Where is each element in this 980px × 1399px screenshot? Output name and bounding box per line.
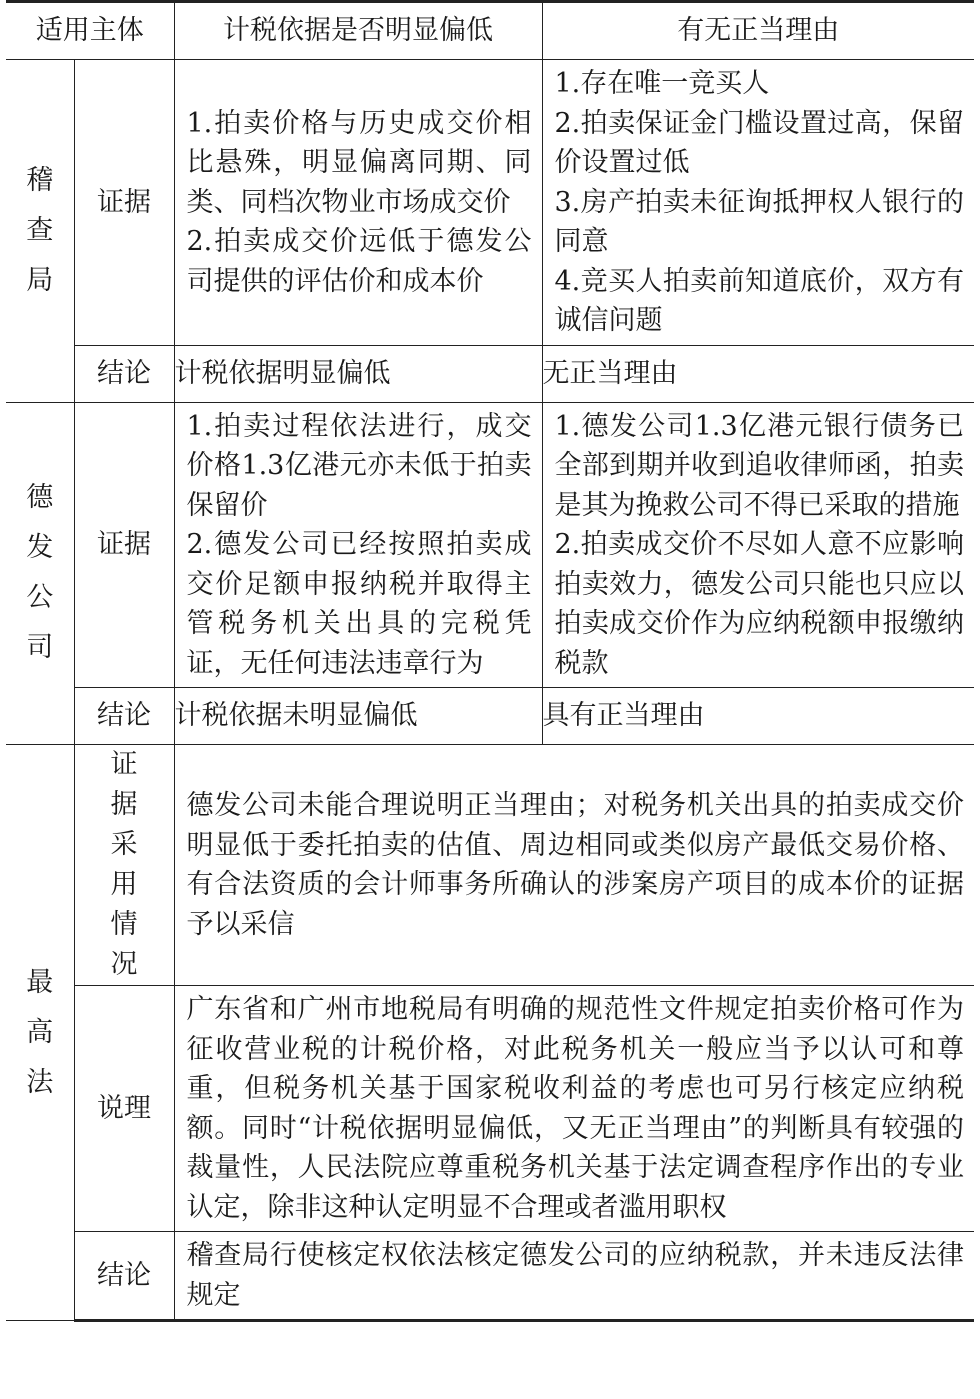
defa-basis-conclusion: 计税依据未明显偏低 [174,688,542,745]
defa-reason-conclusion: 具有正当理由 [542,688,974,745]
inspection-evidence-label: 证据 [74,60,174,346]
defa-evidence-row [6,402,974,688]
defa-basis-item: 1.拍卖过程依法进行，成交价格1.3亿港元亦未低于拍卖保留价 [186,410,532,521]
defa-reason-evidence [542,402,974,688]
header-reason: 有无正当理由 [542,2,974,60]
inspection-reason-item: 2.拍卖保证金门槛设置过高，保留价设置过低 [554,107,964,178]
supreme-conclusion [174,1232,974,1321]
supreme-reasoning-label: 说理 [74,986,174,1232]
header-entity: 适用主体 [6,2,174,60]
entity-inspection [6,60,74,403]
defa-basis-item: 2.德发公司已经按照拍卖成交价足额申报纳税并取得主管税务机关出具的完税凭证，无任何违法违章行为 [186,529,532,679]
entity-inspection-label: 稽查局 [26,164,54,296]
defa-conclusion-row [6,688,974,745]
entity-supreme-label: 最高法 [26,966,54,1098]
inspection-reason-conclusion: 无正当理由 [542,345,974,402]
header-basis: 计税依据是否明显偏低 [174,2,542,60]
supreme-adoption-text: 德发公司未能合理说明正当理由；对税务机关出具的拍卖成交价明显低于委托拍卖的估值、周边相同或类似房产最低交易价格、有合法资质的会计师事务所确认的涉案房产项目的成本价的证据予以采信 [186,790,964,940]
defa-reason-item: 2.拍卖成交价不尽如人意不应影响拍卖效力，德发公司只能也只应以拍卖成交价作为应纳税额申报缴纳税款 [554,529,964,679]
supreme-conclusion-text: 稽查局行使核定权依法核定德发公司的应纳税款，并未违反法律规定 [186,1240,964,1311]
supreme-reasoning-text: 广东省和广州市地税局有明确的规范性文件规定拍卖价格可作为征收营业税的计税价格，对此税务机关一般应当予以认可和尊重，但税务机关基于国家税收利益的考虑也可另行核定应纳税额。同时“计税依据明显偏低，又无正当理由”的判断具有较强的裁量性，人民法院应尊重税务机关基于法定调查程序作出的专业认定，除非这种认定明显不合理或者滥用职权 [186,994,964,1223]
inspection-basis-item: 1.拍卖价格与历史成交价相比悬殊，明显偏离同期、同类、同档次物业市场成交价 [186,107,532,218]
supreme-adoption-label: 证据采用情况 [110,749,138,980]
supreme-reasoning [174,986,974,1232]
inspection-reason-item: 4.竞买人拍卖前知道底价，双方有诚信问题 [554,265,964,336]
supreme-conclusion-row [6,1232,974,1321]
defa-evidence-label: 证据 [74,402,174,688]
supreme-adoption [174,745,974,986]
entity-defa [6,402,74,745]
supreme-adoption-row [6,745,974,986]
comparison-table [6,0,974,1322]
defa-basis-evidence [174,402,542,688]
inspection-basis-conclusion: 计税依据明显偏低 [174,345,542,402]
header-row [6,2,974,60]
inspection-reason-item: 3.房产拍卖未征询抵押权人银行的同意 [554,186,964,257]
entity-defa-label: 德发公司 [26,482,54,664]
inspection-reason-item: 1.存在唯一竞买人 [554,68,770,99]
inspection-basis-evidence [174,60,542,346]
inspection-evidence-row [6,60,974,346]
supreme-reasoning-row [6,986,974,1232]
inspection-reason-evidence [542,60,974,346]
inspection-conclusion-row [6,345,974,402]
defa-conclusion-label: 结论 [74,688,174,745]
supreme-adoption-label-cell [74,745,174,986]
inspection-basis-item: 2.拍卖成交价远低于德发公司提供的评估价和成本价 [186,226,532,297]
supreme-conclusion-label: 结论 [74,1232,174,1321]
entity-supreme [6,745,74,1321]
defa-reason-item: 1.德发公司1.3亿港元银行债务已全部到期并收到追收律师函，拍卖是其为挽救公司不得已采取的措施 [554,410,964,521]
inspection-conclusion-label: 结论 [74,345,174,402]
